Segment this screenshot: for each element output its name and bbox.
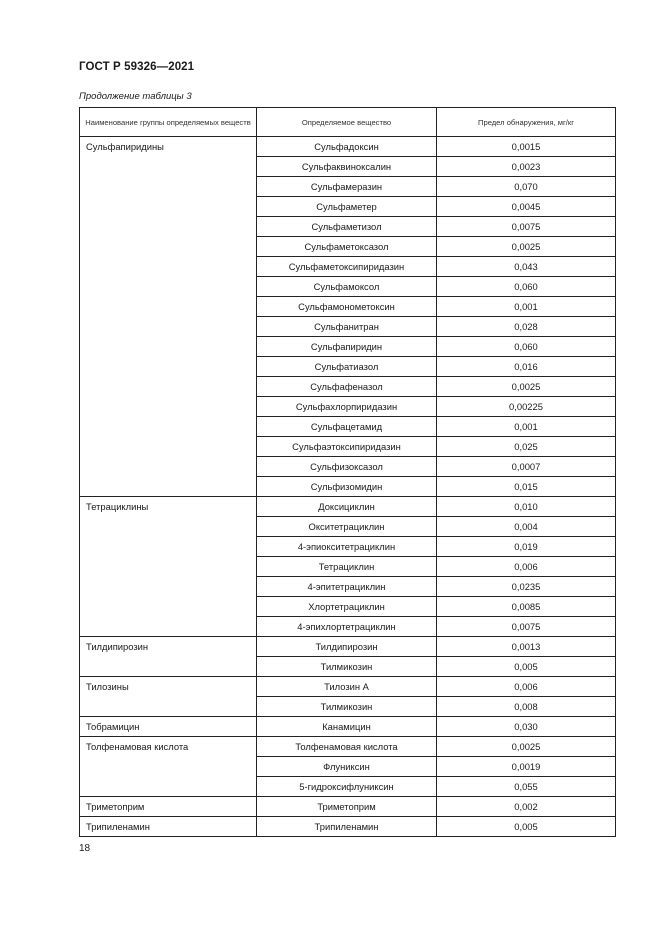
- detection-limit-cell: 0,010: [437, 497, 616, 517]
- detection-limit-cell: 0,005: [437, 817, 616, 837]
- substance-cell: Сульфатиазол: [257, 357, 437, 377]
- table-continuation-caption: Продолжение таблицы 3: [79, 91, 192, 102]
- detection-limit-cell: 0,070: [437, 177, 616, 197]
- detection-limit-cell: 0,060: [437, 277, 616, 297]
- substance-cell: Тилмикозин: [257, 657, 437, 677]
- detection-limit-cell: 0,019: [437, 537, 616, 557]
- substance-cell: 4-эпитетрациклин: [257, 577, 437, 597]
- table-row: [80, 497, 616, 517]
- substance-cell: Тетрациклин: [257, 557, 437, 577]
- substance-cell: Окситетрациклин: [257, 517, 437, 537]
- substance-cell: Сульфизоксазол: [257, 457, 437, 477]
- detection-limit-cell: 0,030: [437, 717, 616, 737]
- table-row: [80, 797, 616, 817]
- detection-limit-cell: 0,0025: [437, 377, 616, 397]
- substance-cell: Флуниксин: [257, 757, 437, 777]
- group-name-cell: Тилдипирозин: [80, 637, 257, 677]
- substance-cell: Канамицин: [257, 717, 437, 737]
- detection-limit-cell: 0,006: [437, 677, 616, 697]
- detection-limit-cell: 0,0025: [437, 737, 616, 757]
- detection-limit-cell: 0,006: [437, 557, 616, 577]
- substance-cell: Сульфаметоксазол: [257, 237, 437, 257]
- group-name-cell: Трипиленамин: [80, 817, 257, 837]
- detection-limit-cell: 0,043: [437, 257, 616, 277]
- substance-cell: Сульфаметоксипиридазин: [257, 257, 437, 277]
- substance-cell: Толфенамовая кислота: [257, 737, 437, 757]
- substance-cell: Сульфахлорпиридазин: [257, 397, 437, 417]
- substance-cell: Тилдипирозин: [257, 637, 437, 657]
- table-row: [80, 137, 616, 157]
- detection-limit-cell: 0,0235: [437, 577, 616, 597]
- substance-cell: Сульфаметер: [257, 197, 437, 217]
- detection-limit-cell: 0,00225: [437, 397, 616, 417]
- substance-cell: Сульфаметизол: [257, 217, 437, 237]
- substance-cell: 5-гидроксифлуниксин: [257, 777, 437, 797]
- detection-limit-cell: 0,0075: [437, 217, 616, 237]
- detection-limit-cell: 0,004: [437, 517, 616, 537]
- substance-cell: Триметоприм: [257, 797, 437, 817]
- substance-cell: Доксициклин: [257, 497, 437, 517]
- substance-cell: Сульфанитран: [257, 317, 437, 337]
- detection-limit-cell: 0,0007: [437, 457, 616, 477]
- table-row: [80, 637, 616, 657]
- detection-limit-cell: 0,016: [437, 357, 616, 377]
- detection-limit-cell: 0,060: [437, 337, 616, 357]
- detection-limit-cell: 0,008: [437, 697, 616, 717]
- detection-limit-cell: 0,015: [437, 477, 616, 497]
- substance-cell: Сульфаэтоксипиридазин: [257, 437, 437, 457]
- substance-cell: Сульфамонометоксин: [257, 297, 437, 317]
- substance-cell: Сульфамоксол: [257, 277, 437, 297]
- group-name-cell: Сульфапиридины: [80, 137, 257, 497]
- substance-cell: 4-эпиокситетрациклин: [257, 537, 437, 557]
- column-header-substance: Определяемое вещество: [257, 108, 437, 137]
- detection-limit-cell: 0,005: [437, 657, 616, 677]
- substance-cell: Сульфапиридин: [257, 337, 437, 357]
- column-header-group: Наименование группы определяемых веществ: [80, 108, 257, 137]
- document-code: ГОСТ Р 59326—2021: [79, 61, 195, 73]
- substance-cell: Сульфизомидин: [257, 477, 437, 497]
- substance-cell: Сульфаквиноксалин: [257, 157, 437, 177]
- detection-limit-cell: 0,0019: [437, 757, 616, 777]
- substance-cell: Хлортетрациклин: [257, 597, 437, 617]
- page-number: 18: [79, 843, 91, 854]
- substance-cell: Тилозин А: [257, 677, 437, 697]
- substance-cell: Сульфамеразин: [257, 177, 437, 197]
- detection-limit-cell: 0,001: [437, 297, 616, 317]
- table-row: [80, 817, 616, 837]
- column-header-limit: Предел обнаружения, мг/кг: [437, 108, 616, 137]
- group-name-cell: Толфенамовая кислота: [80, 737, 257, 797]
- detection-limit-cell: 0,0015: [437, 137, 616, 157]
- detection-limits-table: [79, 107, 616, 837]
- substance-cell: 4-эпихлортетрациклин: [257, 617, 437, 637]
- group-name-cell: Тобрамицин: [80, 717, 257, 737]
- detection-limit-cell: 0,0013: [437, 637, 616, 657]
- detection-limit-cell: 0,055: [437, 777, 616, 797]
- substance-cell: Сульфацетамид: [257, 417, 437, 437]
- detection-limit-cell: 0,025: [437, 437, 616, 457]
- detection-limit-cell: 0,0085: [437, 597, 616, 617]
- group-name-cell: Триметоприм: [80, 797, 257, 817]
- group-name-cell: Тилозины: [80, 677, 257, 717]
- detection-limit-cell: 0,028: [437, 317, 616, 337]
- table-row: [80, 677, 616, 697]
- table-row: [80, 717, 616, 737]
- detection-limit-cell: 0,0045: [437, 197, 616, 217]
- detection-limit-cell: 0,0075: [437, 617, 616, 637]
- detection-limit-cell: 0,002: [437, 797, 616, 817]
- detection-limit-cell: 0,001: [437, 417, 616, 437]
- detection-limit-cell: 0,0023: [437, 157, 616, 177]
- table-header-row: [80, 108, 616, 137]
- substance-cell: Сульфафеназол: [257, 377, 437, 397]
- table-row: [80, 737, 616, 757]
- substance-cell: Сульфадоксин: [257, 137, 437, 157]
- substance-cell: Трипиленамин: [257, 817, 437, 837]
- table-body: [80, 137, 616, 837]
- group-name-cell: Тетрациклины: [80, 497, 257, 637]
- detection-limit-cell: 0,0025: [437, 237, 616, 257]
- substance-cell: Тилмикозин: [257, 697, 437, 717]
